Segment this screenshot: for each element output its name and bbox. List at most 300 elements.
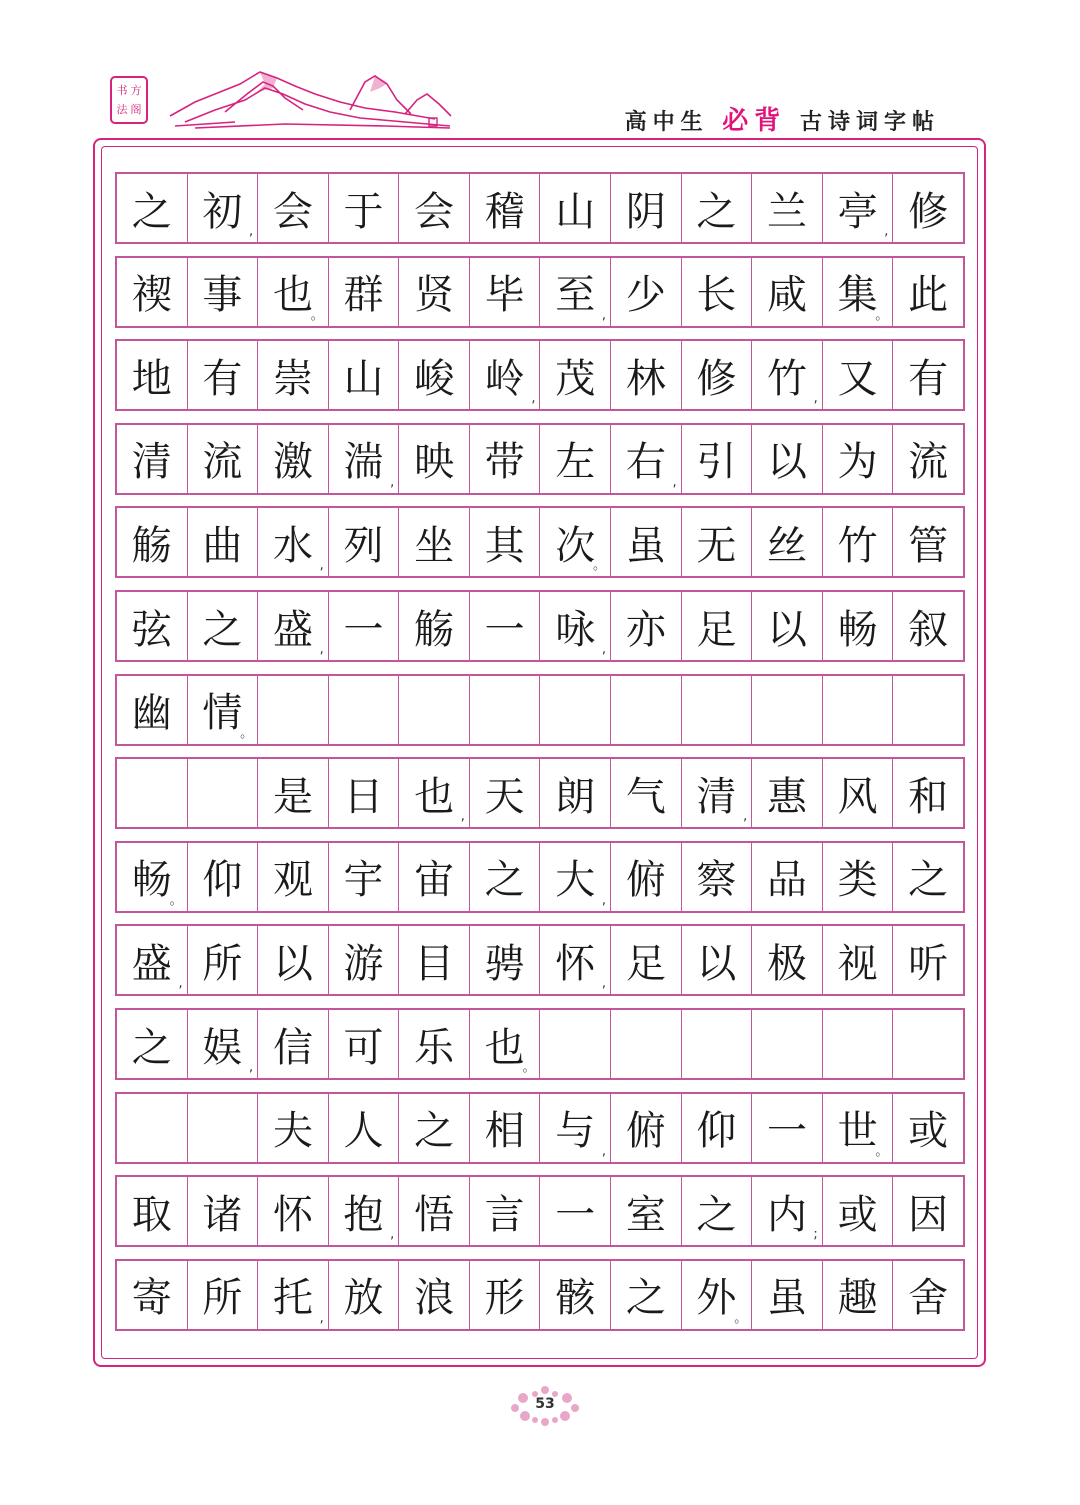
character: 以 [696,940,737,987]
character: 为 [837,439,878,486]
grid-cell [258,843,329,911]
grid-cell [611,676,682,744]
grid-cell [258,1010,329,1078]
character: 情 [202,690,243,737]
grid-cell [258,258,329,326]
character: 骋 [484,940,525,987]
character: 以 [272,940,313,987]
character: 幽 [131,690,172,737]
character: 带 [484,439,525,486]
grid-cell [682,1094,753,1162]
grid-cell [611,425,682,493]
character: 风 [837,773,878,820]
character: 之 [484,857,525,904]
character: 大 [555,857,596,904]
character: 初 [202,188,243,235]
character: 盛 [131,940,172,987]
grid-cell [752,759,823,827]
grid-cell [682,1010,753,1078]
grid-cell [823,1177,894,1245]
character: 和 [908,773,949,820]
grid-row [115,674,965,746]
grid-cell [893,676,963,744]
punctuation: , [601,307,607,323]
character: 浪 [414,1275,455,1322]
grid-cell [540,843,611,911]
character: 舍 [908,1275,949,1322]
character: 之 [131,188,172,235]
character: 崇 [272,355,313,402]
grid-cell [399,843,470,911]
punctuation: 。 [169,892,183,908]
character: 流 [202,439,243,486]
grid-cell [682,676,753,744]
character: 类 [837,857,878,904]
grid-cell [188,759,259,827]
character: 有 [202,355,243,402]
grid-row [115,757,965,829]
character: 之 [625,1275,666,1322]
character: 也 [414,773,455,820]
grid-cell [188,425,259,493]
punctuation: , [601,1143,607,1159]
grid-cell [329,1094,400,1162]
grid-cell [399,1177,470,1245]
grid-cell [611,174,682,242]
grid-row [115,339,965,411]
grid-cell [682,174,753,242]
grid-cell [893,926,963,994]
character: 气 [625,773,666,820]
character: 趣 [837,1275,878,1322]
character: 修 [696,355,737,402]
title-suffix: 古诗词字帖 [799,110,940,135]
character: 朗 [555,773,596,820]
grid-cell [399,1010,470,1078]
character: 寄 [131,1275,172,1322]
character: 至 [555,272,596,319]
grid-cell [258,759,329,827]
character: 放 [343,1275,384,1322]
character: 以 [766,606,807,653]
character: 湍 [343,439,384,486]
character: 天 [484,773,525,820]
grid-cell [117,592,188,660]
punctuation: , [743,809,748,825]
character: 一 [343,606,384,653]
character: 其 [484,522,525,569]
character: 地 [131,355,172,402]
character: 相 [484,1108,525,1155]
character: 宇 [343,857,384,904]
character: 内 [766,1191,807,1238]
grid-cell [752,1094,823,1162]
grid-cell [682,341,753,409]
grid-cell [823,508,894,576]
character: 禊 [131,272,172,319]
character: 修 [908,188,949,235]
character: 乐 [414,1024,455,1071]
grid-cell [258,425,329,493]
character: 茂 [555,355,596,402]
grid-cell [823,1094,894,1162]
seal-char: 阁 [130,103,142,116]
grid-cell [329,676,400,744]
character: 俯 [625,1108,666,1155]
grid-cell [329,592,400,660]
grid-cell [117,174,188,242]
character: 察 [696,857,737,904]
character: 游 [343,940,384,987]
grid-cell [258,1177,329,1245]
grid-cell [329,843,400,911]
character: 因 [908,1191,949,1238]
character: 清 [696,773,737,820]
grid-cell [470,1261,541,1329]
grid-cell [611,1010,682,1078]
grid-cell [188,843,259,911]
character: 足 [625,940,666,987]
character: 毕 [484,272,525,319]
character: 此 [908,272,949,319]
grid-cell [752,1261,823,1329]
grid-cell [117,341,188,409]
seal-char: 方 [130,84,142,97]
grid-cell [893,425,963,493]
grid-cell [188,258,259,326]
character: 流 [908,439,949,486]
grid-cell [329,1010,400,1078]
grid-cell [540,1010,611,1078]
grid-cell [470,843,541,911]
grid-cell [399,926,470,994]
grid-cell [611,1177,682,1245]
grid-cell [611,843,682,911]
grid-cell [470,592,541,660]
grid-cell [117,1177,188,1245]
punctuation: , [390,1227,395,1243]
grid-cell [893,258,963,326]
grid-row [115,924,965,996]
grid-cell [399,1261,470,1329]
grid-cell [470,676,541,744]
character: 或 [837,1191,878,1238]
punctuation: , [672,474,677,490]
grid-cell [893,759,963,827]
grid-cell [823,843,894,911]
grid-cell [611,508,682,576]
character: 是 [272,773,313,820]
grid-cell [117,1094,188,1162]
book-title [625,100,940,137]
character: 水 [272,522,313,569]
punctuation: ; [813,1227,818,1243]
character: 或 [908,1108,949,1155]
grid-cell [540,926,611,994]
grid-cell [893,174,963,242]
character: 可 [343,1024,384,1071]
grid-cell [117,508,188,576]
grid-cell [893,1094,963,1162]
grid-cell [188,676,259,744]
grid-cell [752,425,823,493]
character: 竹 [766,355,807,402]
character: 惠 [766,773,807,820]
grid-cell [752,508,823,576]
grid-cell [188,1177,259,1245]
grid-cell [117,926,188,994]
character: 外 [696,1275,737,1322]
grid-cell [117,759,188,827]
character: 娱 [202,1024,243,1071]
grid-cell [258,1261,329,1329]
punctuation: , [601,976,607,992]
grid-cell [540,1177,611,1245]
grid-cell [540,508,611,576]
character: 诸 [202,1191,243,1238]
character: 贤 [414,272,455,319]
grid-cell [117,425,188,493]
grid-cell [752,1010,823,1078]
grid-cell [893,1177,963,1245]
grid-cell [258,676,329,744]
character: 悟 [414,1191,455,1238]
grid-cell [752,341,823,409]
grid-cell [470,508,541,576]
grid-cell [752,843,823,911]
punctuation: , [319,642,324,657]
grid-cell [399,676,470,744]
grid-cell [540,1261,611,1329]
grid-cell [893,843,963,911]
grid-cell [329,341,400,409]
grid-row [115,841,965,913]
punctuation: 。 [875,1143,889,1159]
character: 激 [272,439,313,486]
punctuation: 。 [310,307,324,323]
character: 岭 [484,355,525,402]
grid-cell [752,926,823,994]
punctuation: 。 [734,1310,748,1326]
page-number-ornament [505,1384,585,1428]
character: 次 [555,522,596,569]
character: 日 [343,773,384,820]
character: 人 [343,1108,384,1155]
grid-cell [470,341,541,409]
character: 之 [131,1024,172,1071]
grid-cell [682,926,753,994]
seal-char: 书 [116,84,128,97]
punctuation: , [249,224,254,239]
punctuation: , [249,1060,254,1075]
grid-cell [399,258,470,326]
punctuation: 。 [593,558,607,574]
grid-cell [258,1094,329,1162]
character: 坐 [414,522,455,569]
grid-cell [823,1261,894,1329]
grid-cell [117,258,188,326]
grid-row [115,1092,965,1164]
grid-cell [329,1177,400,1245]
grid-cell [188,341,259,409]
grid-cell [540,174,611,242]
character: 阴 [625,188,666,235]
grid-cell [117,676,188,744]
character: 竹 [837,522,878,569]
punctuation: , [390,474,395,490]
grid-cell [117,843,188,911]
character: 目 [414,940,455,987]
character: 山 [555,188,596,235]
punctuation: 。 [522,1060,536,1075]
grid-cell [752,174,823,242]
character: 畅 [837,606,878,653]
grid-cell [611,341,682,409]
grid-row [115,1259,965,1331]
grid-cell [188,926,259,994]
grid-cell [752,1177,823,1245]
grid-cell [188,1261,259,1329]
mountain-illustration [165,64,455,134]
punctuation: 。 [240,725,254,741]
grid-cell [470,1177,541,1245]
character: 曲 [202,522,243,569]
grid-cell [540,676,611,744]
punctuation: , [601,642,607,657]
character: 之 [696,188,737,235]
character: 稽 [484,188,525,235]
grid-cell [188,1010,259,1078]
character: 信 [272,1024,313,1071]
character: 托 [272,1275,313,1322]
character: 足 [696,606,737,653]
character: 之 [202,606,243,653]
grid-cell [893,1261,963,1329]
character: 少 [625,272,666,319]
character: 一 [484,606,525,653]
character: 抱 [343,1191,384,1238]
character: 咏 [555,606,596,653]
grid-cell [823,341,894,409]
publisher-seal [110,76,148,124]
grid-cell [611,1094,682,1162]
grid-cell [823,592,894,660]
grid-cell [823,425,894,493]
punctuation: 。 [875,307,889,323]
grid-cell [329,1261,400,1329]
grid-cell [611,1261,682,1329]
character: 言 [484,1191,525,1238]
grid-cell [893,341,963,409]
grid-cell [399,759,470,827]
grid-cell [682,1177,753,1245]
grid-cell [188,1094,259,1162]
punctuation: , [178,976,183,992]
grid-cell [329,174,400,242]
character: 有 [908,355,949,402]
grid-cell [188,592,259,660]
character: 以 [766,439,807,486]
character: 一 [555,1191,596,1238]
character: 右 [625,439,666,486]
grid-cell [329,759,400,827]
grid-cell [540,1094,611,1162]
character: 所 [202,940,243,987]
character: 也 [272,272,313,319]
grid-cell [117,1261,188,1329]
character: 之 [696,1191,737,1238]
grid-cell [823,1010,894,1078]
grid-cell [611,592,682,660]
character: 峻 [414,355,455,402]
page-number: 53 [535,1396,555,1412]
character: 夫 [272,1108,313,1155]
character: 映 [414,439,455,486]
punctuation: , [319,558,324,574]
grid-cell [540,425,611,493]
character: 集 [837,272,878,319]
character: 觞 [131,522,172,569]
character: 兰 [766,188,807,235]
grid-cell [258,508,329,576]
character: 长 [696,272,737,319]
grid-cell [399,174,470,242]
character: 林 [625,355,666,402]
grid-cell [752,592,823,660]
grid-cell [682,508,753,576]
character: 会 [272,188,313,235]
grid-cell [399,425,470,493]
grid-cell [823,759,894,827]
grid-cell [188,174,259,242]
grid-cell [540,759,611,827]
grid-cell [258,341,329,409]
character: 形 [484,1275,525,1322]
character: 也 [484,1024,525,1071]
grid-row [115,590,965,662]
punctuation: , [601,892,607,908]
grid-cell [258,592,329,660]
punctuation: , [319,1310,324,1326]
title-accent: 必背 [722,106,787,136]
grid-cell [823,174,894,242]
character: 管 [908,522,949,569]
character: 觞 [414,606,455,653]
grid-cell [329,258,400,326]
grid-cell [682,425,753,493]
grid-cell [329,425,400,493]
character: 虽 [625,522,666,569]
character: 畅 [131,857,172,904]
character: 亦 [625,606,666,653]
character: 取 [131,1191,172,1238]
character: 叙 [908,606,949,653]
grid-cell [823,258,894,326]
grid-cell [470,258,541,326]
grid-row [115,172,965,244]
character: 室 [625,1191,666,1238]
character: 视 [837,940,878,987]
character: 亭 [837,188,878,235]
grid-row [115,1175,965,1247]
character: 于 [343,188,384,235]
title-prefix: 高中生 [624,110,709,135]
grid-cell [682,592,753,660]
grid-cell [823,926,894,994]
grid-cell [752,258,823,326]
grid-cell [470,759,541,827]
character: 观 [272,857,313,904]
